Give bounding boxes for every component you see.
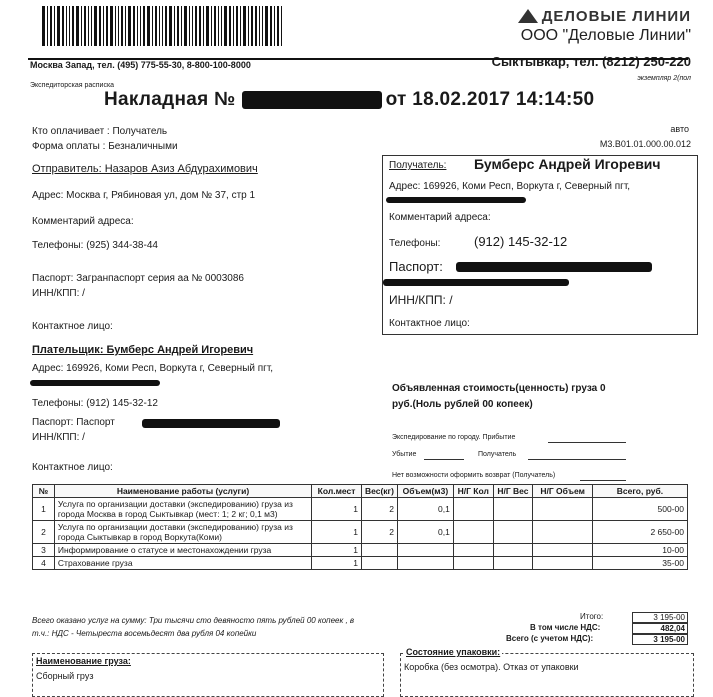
payment-form: Форма оплаты : Безналичными [32, 141, 178, 152]
barcode-bar [195, 6, 197, 46]
barcode-bar [54, 6, 55, 46]
vat-label: В том числе НДС: [530, 623, 601, 632]
barcode-bar [81, 6, 82, 46]
cell-weight [361, 544, 397, 557]
title-prefix: Накладная № [104, 89, 236, 110]
barcode-bar [165, 6, 167, 46]
col-ng-volume: Н/Г Объем [533, 485, 593, 498]
col-weight: Вес(кг) [361, 485, 397, 498]
cell-places: 1 [312, 557, 362, 570]
barcode-bar [181, 6, 182, 46]
sender-passport: Паспорт: Загранпаспорт серия аа № 0003086 [32, 273, 244, 284]
barcode-bar [99, 6, 101, 46]
payer-address: Адрес: 169926, Коми Респ, Воркута г, Северный пгт, [32, 363, 274, 374]
recipient-inn: ИНН/КПП: / [389, 293, 453, 307]
cell-places: 1 [312, 544, 362, 557]
itogo-value: 3 195-00 [632, 612, 688, 623]
barcode-bar [274, 6, 275, 46]
cell-ng-qty [453, 557, 493, 570]
barcode-bar [277, 6, 279, 46]
sender-address-comment: Комментарий адреса: [32, 216, 134, 227]
table-header-row [33, 485, 688, 498]
cell-ng-qty [453, 498, 493, 521]
barcode-bar [137, 6, 138, 46]
barcode-bar [221, 6, 222, 46]
barcode-bar [184, 6, 187, 46]
route-code: М3.В01.01.000.00.012 [599, 139, 691, 149]
barcode-bar [106, 6, 108, 46]
barcode-bar [255, 6, 257, 46]
barcode-bar [192, 6, 193, 46]
cell-ng-qty [453, 544, 493, 557]
arrival-line [548, 442, 626, 443]
payer-heading: Плательщик: Бумберс Андрей Игоревич [32, 344, 254, 356]
total-label: Всего (с учетом НДС): [506, 634, 594, 643]
barcode-bar [270, 6, 272, 46]
barcode-bar [47, 6, 48, 46]
redacted-address [386, 197, 526, 203]
col-places: Кол.мест [312, 485, 362, 498]
transport-mode: авто [670, 124, 689, 134]
barcode-bar [42, 6, 45, 46]
barcode-bar [94, 6, 97, 46]
cell-ng-qty [453, 521, 493, 544]
no-return-line [580, 480, 626, 481]
sender-inn: ИНН/КПП: / [32, 288, 85, 299]
cell-ng-volume [533, 557, 593, 570]
barcode-bar [162, 6, 163, 46]
recipient-label: Получатель: [389, 160, 447, 171]
table-row [33, 521, 688, 544]
cell-places: 1 [312, 521, 362, 544]
barcode-bar [159, 6, 160, 46]
table-row [33, 498, 688, 521]
cell-weight: 2 [361, 521, 397, 544]
cargo-value: Сборный груз [36, 671, 94, 681]
barcode-bar [72, 6, 74, 46]
cell-service-name: Страхование груза [54, 557, 311, 570]
received-line [528, 459, 626, 460]
barcode-bar [259, 6, 260, 46]
services-table [32, 484, 688, 570]
packaging-box [400, 653, 694, 697]
waybill-title [104, 89, 594, 111]
cell-ng-volume [533, 521, 593, 544]
itogo-label: Итого: [580, 612, 604, 621]
barcode-bar [251, 6, 253, 46]
cell-number: 4 [33, 557, 55, 570]
barcode-bar [140, 6, 141, 46]
barcode-bar [224, 6, 227, 46]
barcode [42, 6, 362, 46]
barcode-bar [69, 6, 70, 46]
recipient-contact: Контактное лицо: [389, 318, 470, 329]
packaging-value: Коробка (без осмотра). Отказ от упаковки [404, 662, 579, 672]
title-date: от 18.02.2017 14:14:50 [385, 89, 595, 110]
barcode-bar [169, 6, 172, 46]
company-logo [518, 8, 691, 45]
barcode-bar [203, 6, 204, 46]
col-service-name: Наименование работы (услуги) [54, 485, 311, 498]
vat-value: 482,04 [632, 623, 688, 634]
col-ng-weight: Н/Г Вес [493, 485, 533, 498]
barcode-bar [189, 6, 190, 46]
payer-phones: Телефоны: (912) 145-32-12 [32, 398, 158, 409]
redacted-passport [456, 262, 652, 272]
cell-volume: 0,1 [397, 521, 453, 544]
barcode-bar [174, 6, 175, 46]
departure-label: Убытие [392, 451, 417, 458]
recipient-name: Бумберс Андрей Игоревич [474, 156, 661, 172]
cell-total: 10-00 [592, 544, 687, 557]
sender-contact: Контактное лицо: [32, 321, 113, 332]
cell-ng-volume [533, 544, 593, 557]
barcode-bar [214, 6, 216, 46]
recipient-phones: (912) 145-32-12 [474, 234, 568, 249]
barcode-bar [240, 6, 241, 46]
logo-triangle-icon [518, 9, 538, 23]
barcode-bar [66, 6, 67, 46]
barcode-bar [147, 6, 150, 46]
sum-in-words-2: т.ч.: НДС - Четыреста восемьдесят два рубля 04 копейки [32, 629, 257, 638]
barcode-bar [218, 6, 219, 46]
barcode-bar [155, 6, 157, 46]
col-number: № [33, 485, 55, 498]
table-row [33, 557, 688, 570]
barcode-bar [229, 6, 231, 46]
barcode-bar [118, 6, 119, 46]
barcode-bar [88, 6, 89, 46]
company-name: ООО "Деловые Линии" [520, 27, 691, 44]
cell-ng-weight [493, 498, 533, 521]
copy-label: экземпляр 2(пол [637, 75, 691, 82]
cell-ng-weight [493, 521, 533, 544]
cell-weight: 2 [361, 498, 397, 521]
redacted-passport-2 [383, 279, 569, 286]
barcode-bar [262, 6, 263, 46]
barcode-bar [248, 6, 249, 46]
col-total: Всего, руб. [592, 485, 687, 498]
total-value: 3 195-00 [632, 634, 688, 645]
cell-ng-weight [493, 557, 533, 570]
no-return-label: Нет возможности оформить возврат (Получатель) [392, 472, 556, 479]
barcode-bar [265, 6, 268, 46]
barcode-bar [103, 6, 104, 46]
redacted-payer-passport [142, 419, 280, 428]
sender-address: Адрес: Москва г, Рябиновая ул, дом № 37, стр 1 [32, 190, 256, 201]
payer-contact: Контактное лицо: [32, 462, 113, 473]
cell-service-name: Услуга по организации доставки (экспедированию) груза из города Сыктывкар в город Воркута(Коми) [54, 521, 311, 544]
barcode-bar [121, 6, 123, 46]
cell-number: 2 [33, 521, 55, 544]
barcode-bar [110, 6, 113, 46]
cargo-label: Наименование груза: [36, 656, 131, 666]
barcode-bar [133, 6, 135, 46]
table-row [33, 544, 688, 557]
barcode-bar [243, 6, 246, 46]
recipient-address-comment: Комментарий адреса: [389, 212, 491, 223]
recipient-passport-label: Паспорт: [389, 259, 443, 274]
barcode-bar [236, 6, 238, 46]
barcode-bar [143, 6, 145, 46]
barcode-bar [211, 6, 212, 46]
cell-weight [361, 557, 397, 570]
branch-right: Сыктывкар, тел. (8212) 250-220 [491, 54, 691, 69]
cell-number: 3 [33, 544, 55, 557]
barcode-bar [128, 6, 131, 46]
cell-service-name: Услуга по организации доставки (экспедированию) груза из города Москва в город Сыктывкар (мест: 1; 2 кг; 0,1 м3) [54, 498, 311, 521]
redacted-number [242, 91, 382, 109]
barcode-bar [84, 6, 86, 46]
departure-line [424, 459, 464, 460]
logo-brand-text: ДЕЛОВЫЕ ЛИНИИ [541, 8, 691, 25]
cell-volume [397, 557, 453, 570]
cell-ng-volume [533, 498, 593, 521]
sender-heading: Отправитель: Назаров Азиз Абдурахимович [32, 163, 258, 175]
barcode-bar [199, 6, 201, 46]
cell-service-name: Информирование о статусе и местонахождении груза [54, 544, 311, 557]
barcode-bar [206, 6, 209, 46]
barcode-bar [115, 6, 116, 46]
recipient-address: Адрес: 169926, Коми Респ, Воркута г, Северный пгт, [389, 181, 631, 192]
payer-passport: Паспорт: Паспорт [32, 417, 115, 428]
branch-left: Москва Запад, тел. (495) 775-55-30, 8-800-100-8000 [30, 60, 251, 70]
declared-value-1: Объявленная стоимость(ценность) груза 0 [392, 383, 606, 394]
barcode-bar [125, 6, 126, 46]
receipt-label: Экспедиторская расписка [30, 82, 115, 89]
cell-total: 2 650-00 [592, 521, 687, 544]
barcode-bar [50, 6, 52, 46]
declared-value-2: руб.(Ноль рублей 00 копеек) [392, 399, 533, 410]
packaging-label: Состояние упаковки: [406, 647, 501, 657]
col-ng-qty: Н/Г Кол [453, 485, 493, 498]
cell-volume: 0,1 [397, 498, 453, 521]
sender-phones: Телефоны: (925) 344-38-44 [32, 240, 158, 251]
barcode-bar [281, 6, 282, 46]
barcode-bar [57, 6, 60, 46]
received-label: Получатель [478, 451, 517, 458]
payer-info: Кто оплачивает : Получатель [32, 126, 168, 137]
recipient-phones-label: Телефоны: [389, 238, 441, 249]
cell-volume [397, 544, 453, 557]
sum-in-words-1: Всего оказано услуг на сумму: Три тысячи сто девяносто пять рублей 00 копеек , в [32, 616, 355, 625]
cell-places: 1 [312, 498, 362, 521]
cell-total: 35-00 [592, 557, 687, 570]
redacted-payer-address [30, 380, 160, 386]
barcode-bar [152, 6, 153, 46]
barcode-bar [62, 6, 64, 46]
forwarding-arrival-label: Экспедирование по городу. Прибытие [392, 434, 516, 441]
cell-number: 1 [33, 498, 55, 521]
payer-inn: ИНН/КПП: / [32, 432, 85, 443]
barcode-bar [233, 6, 234, 46]
cell-ng-weight [493, 544, 533, 557]
barcode-bar [76, 6, 79, 46]
col-volume: Объем(м3) [397, 485, 453, 498]
barcode-bar [177, 6, 179, 46]
cell-total: 500-00 [592, 498, 687, 521]
barcode-bar [91, 6, 92, 46]
